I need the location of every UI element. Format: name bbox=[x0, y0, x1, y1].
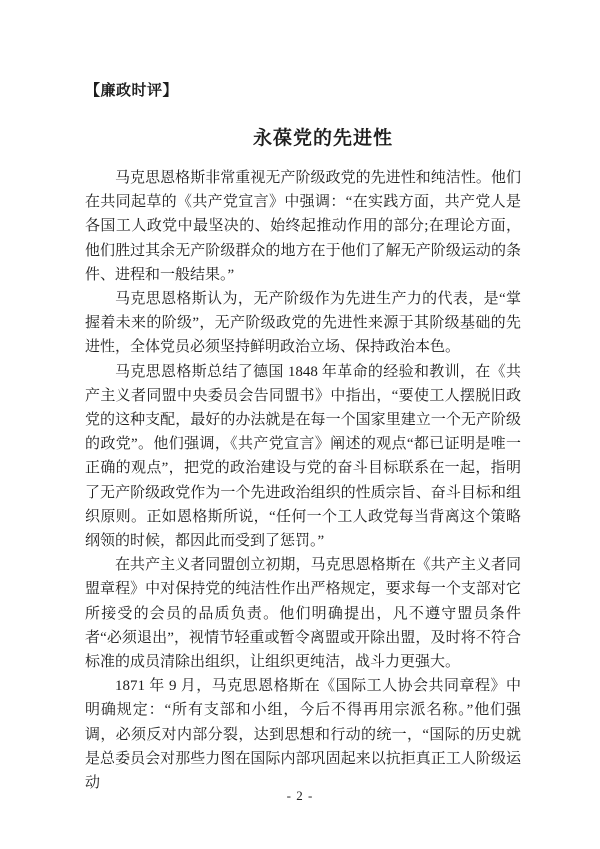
section-header: 【廉政时评】 bbox=[85, 83, 179, 99]
page-number: - 2 - bbox=[286, 788, 314, 803]
paragraph: 1871 年 9 月，马克思恩格斯在《国际工人协会共同章程》中明确规定：“所有支部和小组，今后不得再用宗派名称。”他们强调，必须反对内部分裂，达到思想和行动的统一，“国际的历史就是总委员会对那些力图在国际内部巩固起来以抗拒真正工人阶级运动 bbox=[85, 678, 521, 792]
paragraph: 马克思恩格斯非常重视无产阶级政党的先进性和纯洁性。他们在共同起草的《共产党宣言》中强调：“在实践方面，共产党人是各国工人政党中最坚决的、始终起推动作用的部分;在理论方面，他们胜过其余无产阶级群众的地方在于他们了解无产阶级运动的条件、进程和一般结果。” bbox=[85, 170, 521, 283]
paragraph: 在共产主义者同盟创立初期，马克思恩格斯在《共产主义者同盟章程》中对保持党的纯洁性作出严格规定，要求每一个支部对它所接受的会员的品质负责。他们明确提出，凡不遵守盟员条件者“必须退出”，视情节轻重或暂令离盟或开除出盟，及时将不符合标准的成员清除出组织，让组织更纯洁，战斗力更强大。 bbox=[85, 557, 521, 671]
document-body bbox=[85, 166, 521, 795]
page-title: 永葆党的先进性 bbox=[252, 128, 393, 149]
paragraph: 马克思恩格斯总结了德国 1848 年革命的经验和教训，在《共产主义者同盟中央委员会告同盟书》中指出，“要使工人摆脱旧政党的这种支配，最好的办法就是在每一个国家里建立一个无产阶级的政党”。他们强调，《共产党宣言》阐述的观点“都已证明是唯一正确的观点”，把党的政治建设与党的奋斗目标联系在一起，指明了无产阶级政党作为一个先进政治组织的性质宗旨、奋斗目标和组织原则。正如恩格斯所说，“任何一个工人政党每当背离这个策略纲领的时候，都因此而受到了惩罚。” bbox=[85, 363, 521, 550]
paragraph: 马克思恩格斯认为，无产阶级作为先进生产力的代表，是“掌握着未来的阶级”，无产阶级政党的先进性来源于其阶级基础的先进性，全体党员必须坚持鲜明政治立场、保持政治本色。 bbox=[85, 291, 521, 356]
